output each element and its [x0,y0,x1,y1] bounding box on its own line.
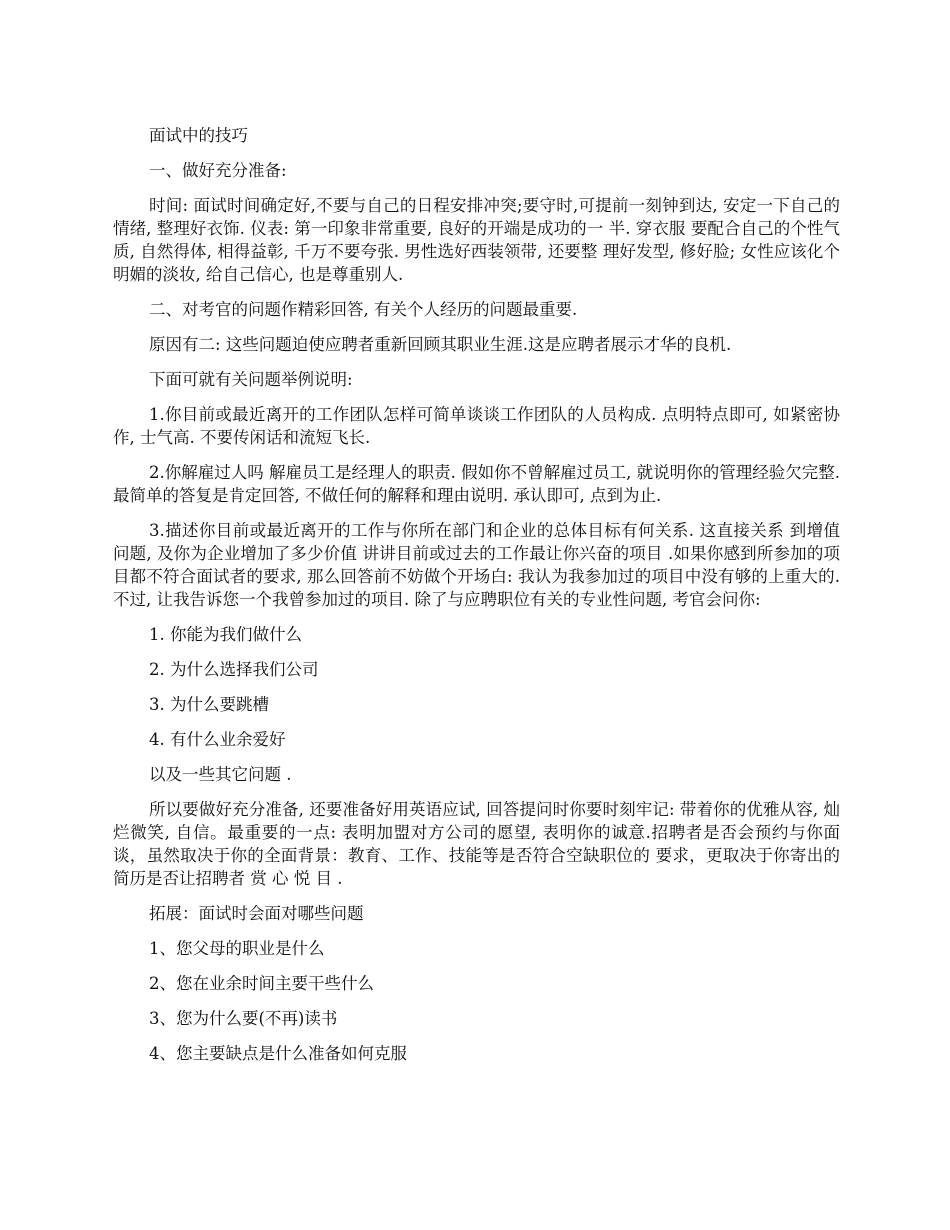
body-paragraph: 2.你解雇过人吗 解雇员工是经理人的职责. 假如你不曾解雇过员工, 就说明你的管理经验欠完整. 最简单的答复是肯定回答, 不做任何的解释和理由说明. 承认即可, 点到为止. [113,463,840,505]
list-item: 4. 有什么业余爱好 [149,730,286,749]
body-paragraph: 时间: 面试时间确定好,不要与自己的日程安排冲突;要守时,可提前一刻钟到达, 安定一下自己的情绪, 整理好衣饰. 仪表: 第一印象非常重要, 良好的开端是成功的一 半. 穿衣服 要配合自己的个性气质, 自然得体, 相得益彰, 千万不要夸张. 男性选好西装领带, 还要整 理好发型, 修好脸; 女性应该化个明媚的淡妆, 给自己信心, 也是尊重别人. [113,196,840,284]
body-paragraph: 以及一些其它问题 . [149,765,292,784]
section-heading: 一、做好充分准备: [149,161,287,180]
section-heading: 拓展：面试时会面对哪些问题 [149,904,364,923]
list-item: 1、您父母的职业是什么 [149,939,325,958]
list-item: 4、您主要缺点是什么准备如何克服 [149,1044,407,1063]
list-item: 2、您在业余时间主要干些什么 [149,974,374,993]
body-paragraph: 1.你目前或最近离开的工作团队怎样可简单谈谈工作团队的人员构成. 点明特点即可, 如紧密协作, 士气高. 不要传闲话和流短飞长. [113,405,840,447]
list-item: 2. 为什么选择我们公司 [149,660,319,679]
body-paragraph: 下面可就有关问题举例说明: [149,370,353,389]
document-title: 面试中的技巧 [149,126,248,145]
section-heading: 二、对考官的问题作精彩回答, 有关个人经历的问题最重要. [149,300,578,319]
list-item: 3、您为什么要(不再)读书 [149,1009,338,1028]
body-paragraph: 3.描述你目前或最近离开的工作与你所在部门和企业的总体目标有何关系. 这直接关系 到增值问题, 及你为企业增加了多少价值 讲讲目前或过去的工作最让你兴奋的项目 .如果你感到所参加的项目都不符合面试者的要求, 那么回答前不妨做个开场白: 我认为我参加过的项目中没有够的上重大的. 不过, 让我告诉您一个我曾参加过的项目. 除了与应聘职位有关的专业性问题, 考官会问你: [113,521,840,609]
body-paragraph: 原因有二: 这些问题迫使应聘者重新回顾其职业生涯.这是应聘者展示才华的良机. [149,335,732,354]
document-body [113,124,840,1077]
list-item: 3. 为什么要跳槽 [149,695,269,714]
body-paragraph: 所以要做好充分准备, 还要准备好用英语应试, 回答提问时你要时刻牢记: 带着你的优雅从容, 灿烂微笑, 自信。最重要的一点: 表明加盟对方公司的愿望, 表明你的诚意.招聘者是否会预约与你面谈，虽然取决于你的全面背景：教育、工作、技能等是否符合空缺职位的 要求，更取决于你寄出的简历是否让招聘者 赏 心 悦 目 . [113,800,840,888]
list-item: 1. 你能为我们做什么 [149,625,302,644]
